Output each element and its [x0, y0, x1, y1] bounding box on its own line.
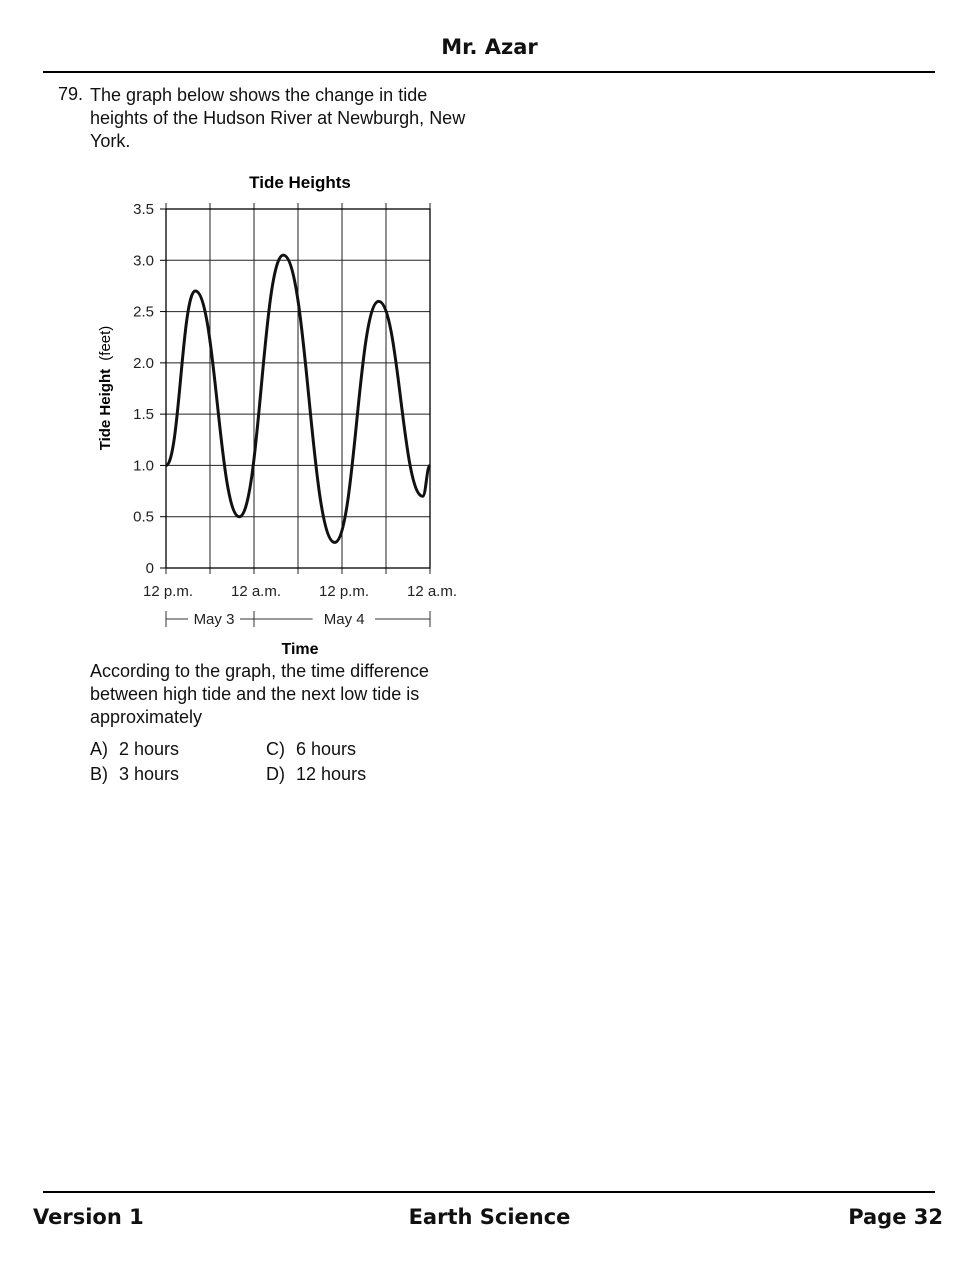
- choice-a[interactable]: [90, 739, 179, 760]
- question-prompt: According to the graph, the time difference between high tide and the next low tide is approximately: [90, 661, 429, 727]
- y-axis-label-unit: (feet): [97, 325, 114, 361]
- y-tick-label: 0: [145, 560, 154, 577]
- footer-rule: [43, 1191, 935, 1193]
- x-tick-label: 12 p.m.: [142, 583, 194, 600]
- y-tick-label: 2.0: [133, 354, 154, 372]
- x-tick-label: 12 a.m.: [406, 583, 458, 600]
- choice-d-letter: D): [266, 764, 285, 784]
- y-axis-label: [97, 326, 114, 451]
- choice-b[interactable]: [90, 764, 179, 785]
- chart-title: Tide Heights: [249, 173, 351, 192]
- y-tick-label: 3.0: [133, 252, 154, 270]
- choice-d[interactable]: [266, 764, 366, 785]
- y-axis: [133, 201, 166, 577]
- x-tick-label: 12 a.m.: [230, 583, 282, 600]
- y-tick-label: 3.5: [133, 201, 154, 218]
- day-bracket: [166, 611, 430, 628]
- question-text: The graph below shows the change in tide heights of the Hudson River at Newburgh, New York.: [90, 85, 466, 151]
- day-label-may-3: May 3: [193, 611, 235, 628]
- x-tick-label: 12 p.m.: [318, 583, 370, 600]
- choice-a-text: 2 hours: [119, 739, 180, 759]
- y-axis-label-title: Tide Height: [97, 368, 114, 451]
- y-tick-label: 2.5: [133, 303, 154, 321]
- tide-heights-chart: [80, 160, 480, 660]
- choice-a-letter: A): [90, 739, 108, 759]
- question-number: 79.: [58, 84, 84, 104]
- footer-page-number: Page 32: [848, 1205, 943, 1229]
- y-tick-label: 0.5: [133, 508, 154, 526]
- day-label-may-4: May 4: [323, 611, 365, 628]
- choice-b-letter: B): [90, 764, 108, 784]
- choice-d-text: 12 hours: [296, 764, 367, 784]
- choice-c-letter: C): [266, 739, 285, 759]
- y-tick-label: 1.0: [133, 457, 154, 475]
- page-header-title: Mr. Azar: [441, 35, 538, 59]
- choice-c[interactable]: [266, 739, 356, 760]
- x-axis-label: Time: [281, 641, 319, 658]
- y-tick-label: 1.5: [133, 406, 154, 424]
- footer-subject: Earth Science: [408, 1205, 571, 1229]
- x-axis: [143, 583, 457, 600]
- choice-b-text: 3 hours: [119, 764, 180, 784]
- footer-version: Version 1: [33, 1205, 144, 1229]
- choice-c-text: 6 hours: [296, 739, 357, 759]
- header-rule: [43, 71, 935, 73]
- chart-grid: [166, 203, 430, 574]
